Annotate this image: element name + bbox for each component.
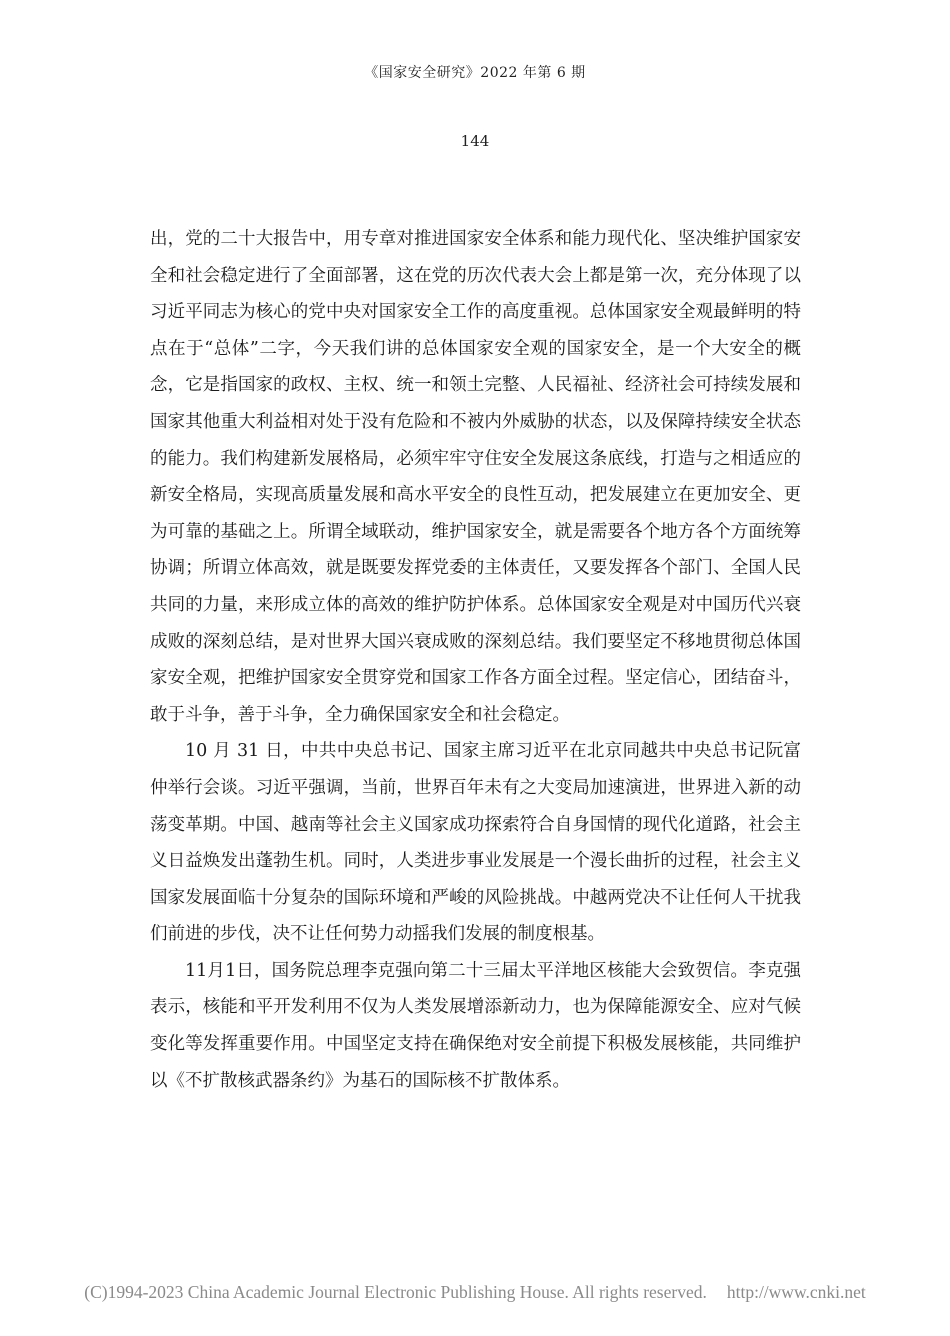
journal-header: 《国家安全研究》2022 年第 6 期 [364,65,586,81]
copyright-notice: (C)1994-2023 China Academic Journal Electronic Publishing House. All rights reserved. [84,1282,707,1302]
paragraph-oct-31: 10 月 31 日，中共中央总书记、国家主席习近平在北京同越共中央总书记阮富仲举行会谈。习近平强调，当前，世界百年未有之大变局加速演进，世界进入新的动荡变革期。中国、越南等社会主义国家成功探索符合自身国情的现代化道路，社会主义日益焕发出蓬勃生机。同时，人类进步事业发展是一个漫长曲折的过程，社会主义国家发展面临十分复杂的国际环境和严峻的风险挑战。中越两党决不让任何人干扰我们前进的步伐，决不让任何势力动摇我们发展的制度根基。 [150,741,801,945]
paragraph-nov-1: 11月1日，国务院总理李克强向第二十三届太平洋地区核能大会致贺信。李克强表示，核能和平开发利用不仅为人类发展增添新动力，也为保障能源安全、应对气候变化等发挥重要作用。中国坚定支持在确保绝对安全前提下积极发展核能，共同维护以《不扩散核武器条约》为基石的国际核不扩散体系。 [150,960,801,1091]
article-body [150,221,801,1099]
paragraph-continued: 出，党的二十大报告中，用专章对推进国家安全体系和能力现代化、坚决维护国家安全和社会稳定进行了全面部署，这在党的历次代表大会上都是第一次，充分体现了以习近平同志为核心的党中央对国家安全工作的高度重视。总体国家安全观最鲜明的特点在于“总体”二字，今天我们讲的总体国家安全观的国家安全，是一个大安全的概念，它是指国家的政权、主权、统一和领土完整、人民福祉、经济社会可持续发展和国家其他重大利益相对处于没有危险和不被内外威胁的状态，以及保障持续安全状态的能力。我们构建新发展格局，必须牢牢守住安全发展这条底线，打造与之相适应的新安全格局，实现高质量发展和高水平安全的良性互动，把发展建立在更加安全、更为可靠的基础之上。所谓全域联动，维护国家安全，就是需要各个地方各个方面统筹协调；所谓立体高效，就是既要发挥党委的主体责任，又要发挥各个部门、全国人民共同的力量，来形成立体的高效的维护防护体系。总体国家安全观是对中国历代兴衰成败的深刻总结，是对世界大国兴衰成败的深刻总结。我们要坚定不移地贯彻总体国家安全观，把维护国家安全贯穿党和国家工作各方面全过程。坚定信心，团结奋斗，敢于斗争，善于斗争，全力确保国家安全和社会稳定。 [150,229,801,725]
page-number: 144 [460,132,490,150]
copyright-footer [0,1282,950,1303]
website-link[interactable]: http://www.cnki.net [726,1282,866,1302]
